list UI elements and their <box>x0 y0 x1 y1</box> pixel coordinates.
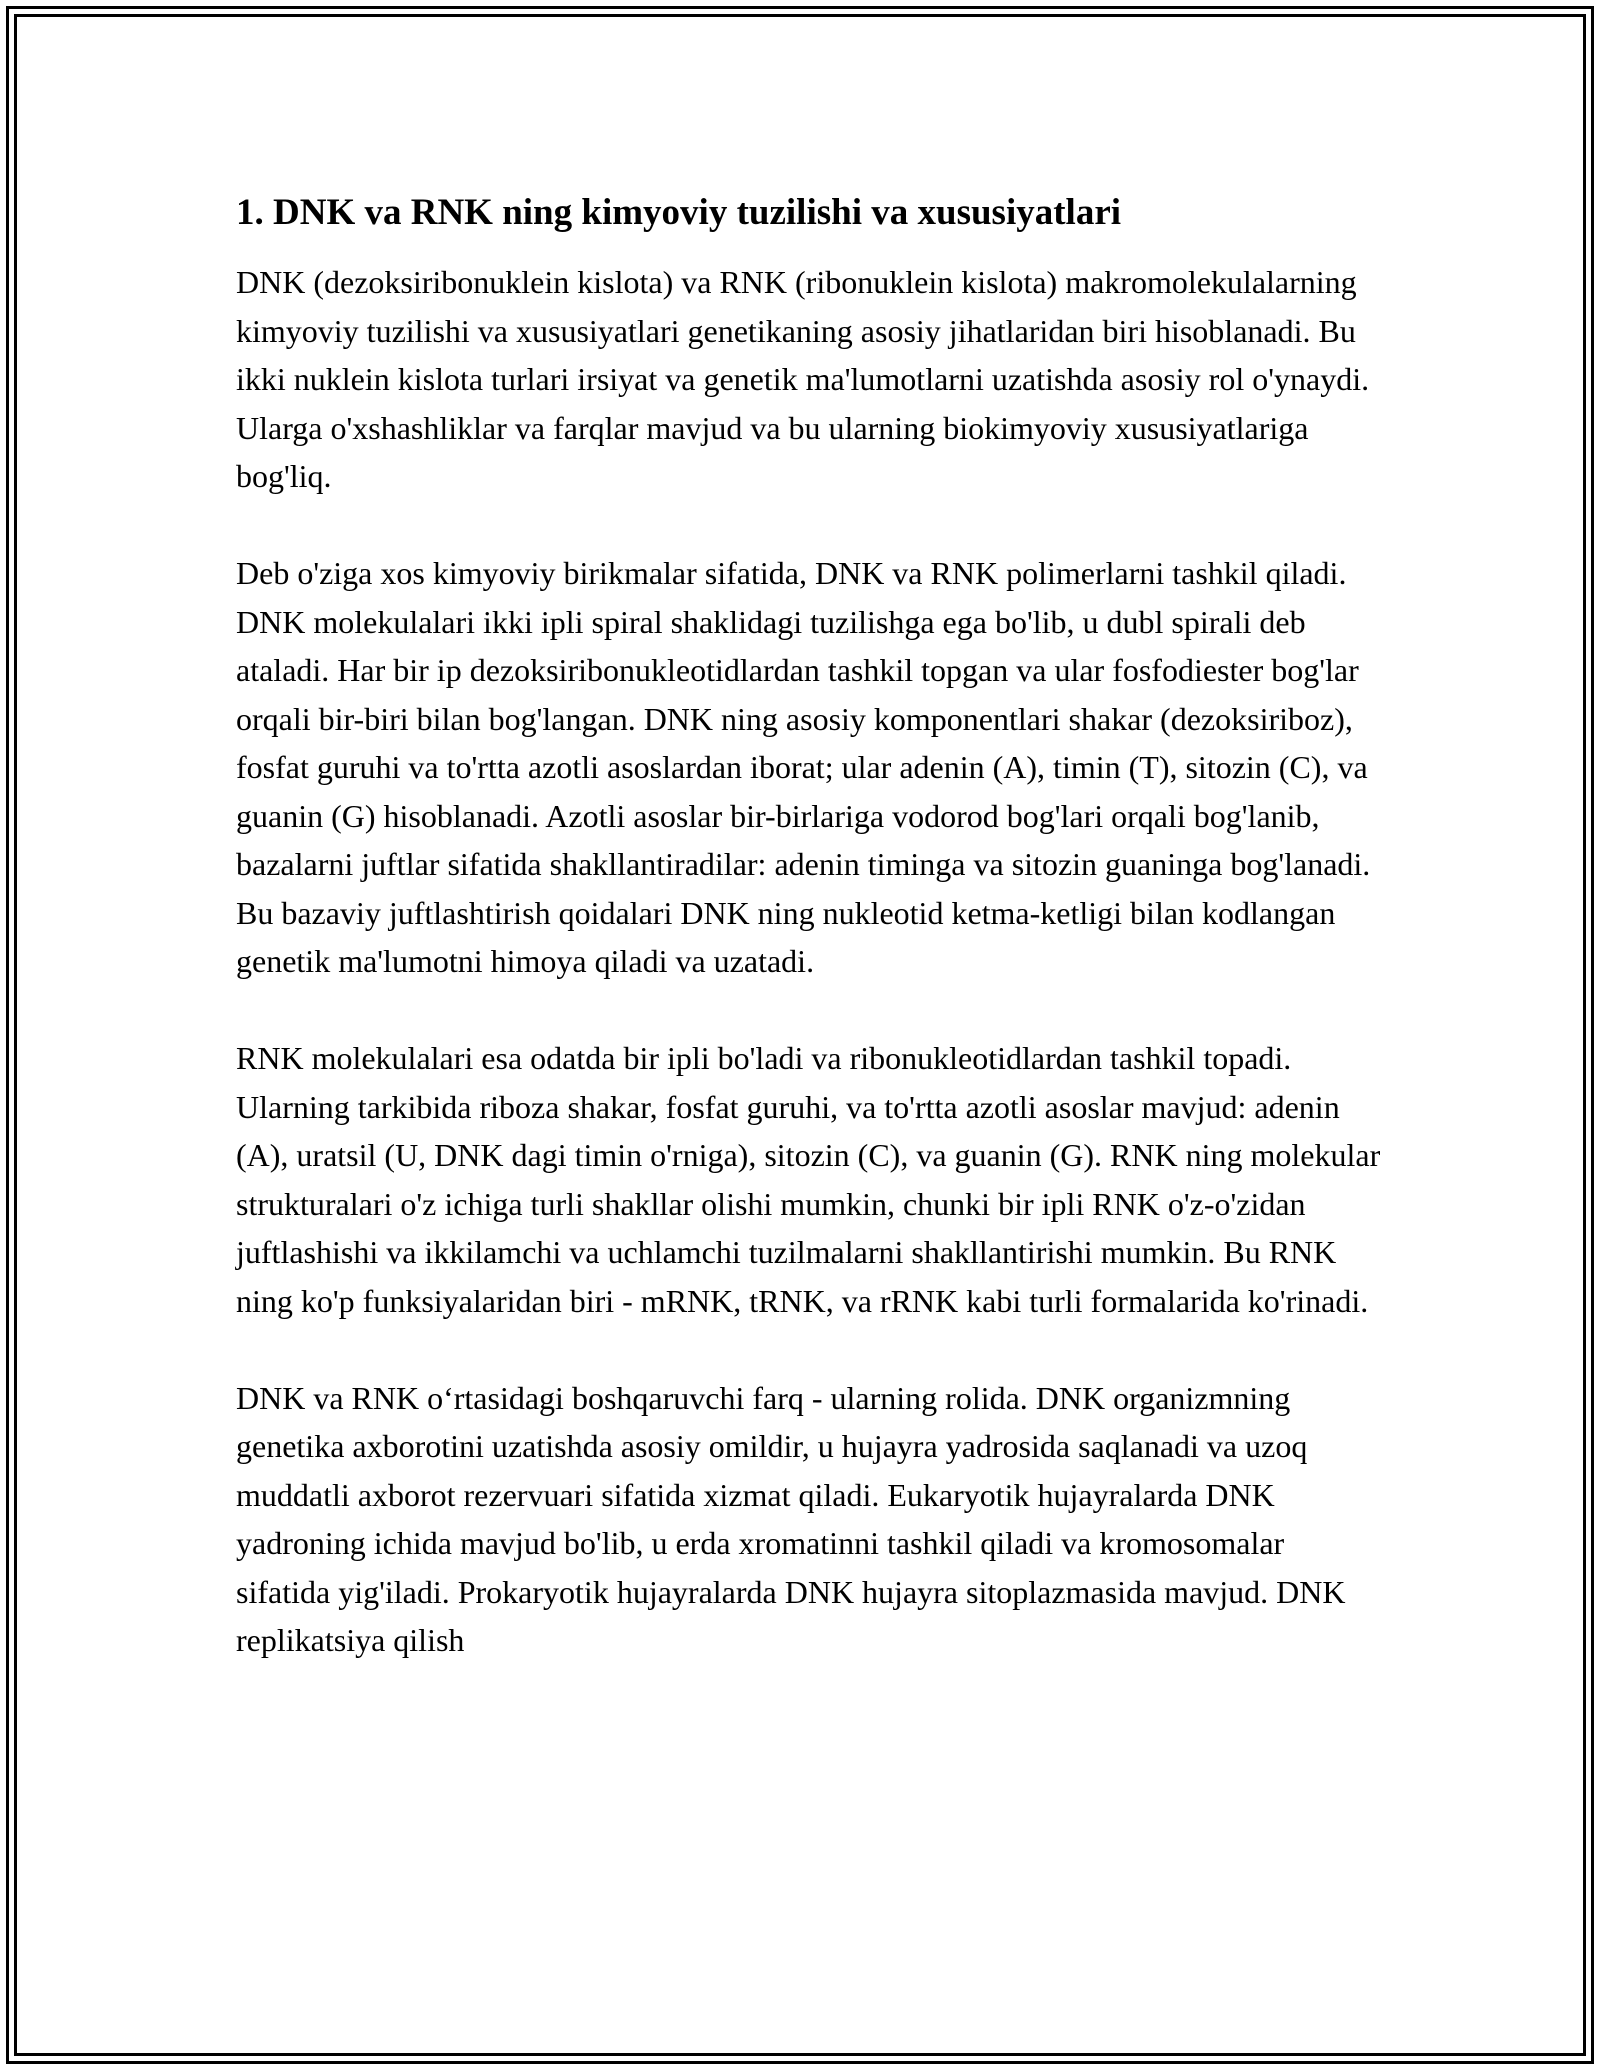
paragraph-intro: DNK (dezoksiribonuklein kislota) va RNK (ribonuklein kislota) makromolekulalarning kimyoviy tuzilishi va xususiyatlari genetikaning asosiy jihatlaridan biri hisoblanadi. Bu ikki nuklein kislota turlari irsiyat va genetik ma'lumotlarni uzatishda asosiy rol o'ynaydi. Ularga o'xshashliklar va farqlar mavjud va bu ularning biokimyoviy xususiyatlariga bog'liq. <box>236 264 1370 494</box>
paragraph-rnk-structure: RNK molekulalari esa odatda bir ipli bo'ladi va ribonukleotidlardan tashkil topadi. Ularning tarkibida riboza shakar, fosfat guruhi, va to'rtta azotli asoslar mavjud: adenin (A), uratsil (U, DNK dagi timin o'rniga), sitozin (C), va guanin (G). RNK ning molekular strukturalari o'z ichiga turli shakllar olishi mumkin, chunki bir ipli RNK o'z-o'zidan juftlashishi va ikkilamchi va uchlamchi tuzilmalarni shakllantirishi mumkin. Bu RNK ning ko'p funksiyalaridan biri - mRNK, tRNK, va rRNK kabi turli formalarida ko'rinadi. <box>236 1040 1381 1319</box>
document-body <box>236 188 1381 1713</box>
paragraph-dnk-structure: Deb o'ziga xos kimyoviy birikmalar sifatida, DNK va RNK polimerlarni tashkil qiladi. DNK molekulalari ikki ipli spiral shaklidagi tuzilishga ega bo'lib, u dubl spirali deb ataladi. Har bir ip dezoksiribonukleotidlardan tashkil topgan va ular fosfodiester bog'lar orqali bir-biri bilan bog'langan. DNK ning asosiy komponentlari shakar (dezoksiriboz), fosfat guruhi va to'rtta azotli asoslardan iborat; ular adenin (A), timin (T), sitozin (C), va guanin (G) hisoblanadi. Azotli asoslar bir-birlariga vodorod bog'lari orqali bog'lanib, bazalarni juftlar sifatida shakllantiradilar: adenin timinga va sitozin guaninga bog'lanadi. Bu bazaviy juftlashtirish qoidalari DNK ning nukleotid ketma-ketligi bilan kodlangan genetik ma'lumotni himoya qiladi va uzatadi. <box>236 555 1371 979</box>
document-title: 1. DNK va RNK ning kimyoviy tuzilishi va xususiyatlari <box>236 192 1122 233</box>
paragraph-dnk-rnk-difference: DNK va RNK o‘rtasidagi boshqaruvchi farq - ularning rolida. DNK organizmning genetika axborotini uzatishda asosiy omildir, u hujayra yadrosida saqlanadi va uzoq muddatli axborot rezervuari sifatida xizmat qiladi. Eukaryotik hujayralarda DNK yadroning ichida mavjud bo'lib, u erda xromatinni tashkil qiladi va kromosomalar sifatida yig'iladi. Prokaryotik hujayralarda DNK hujayra sitoplazmasida mavjud. DNK replikatsiya qilish <box>236 1379 1346 1658</box>
